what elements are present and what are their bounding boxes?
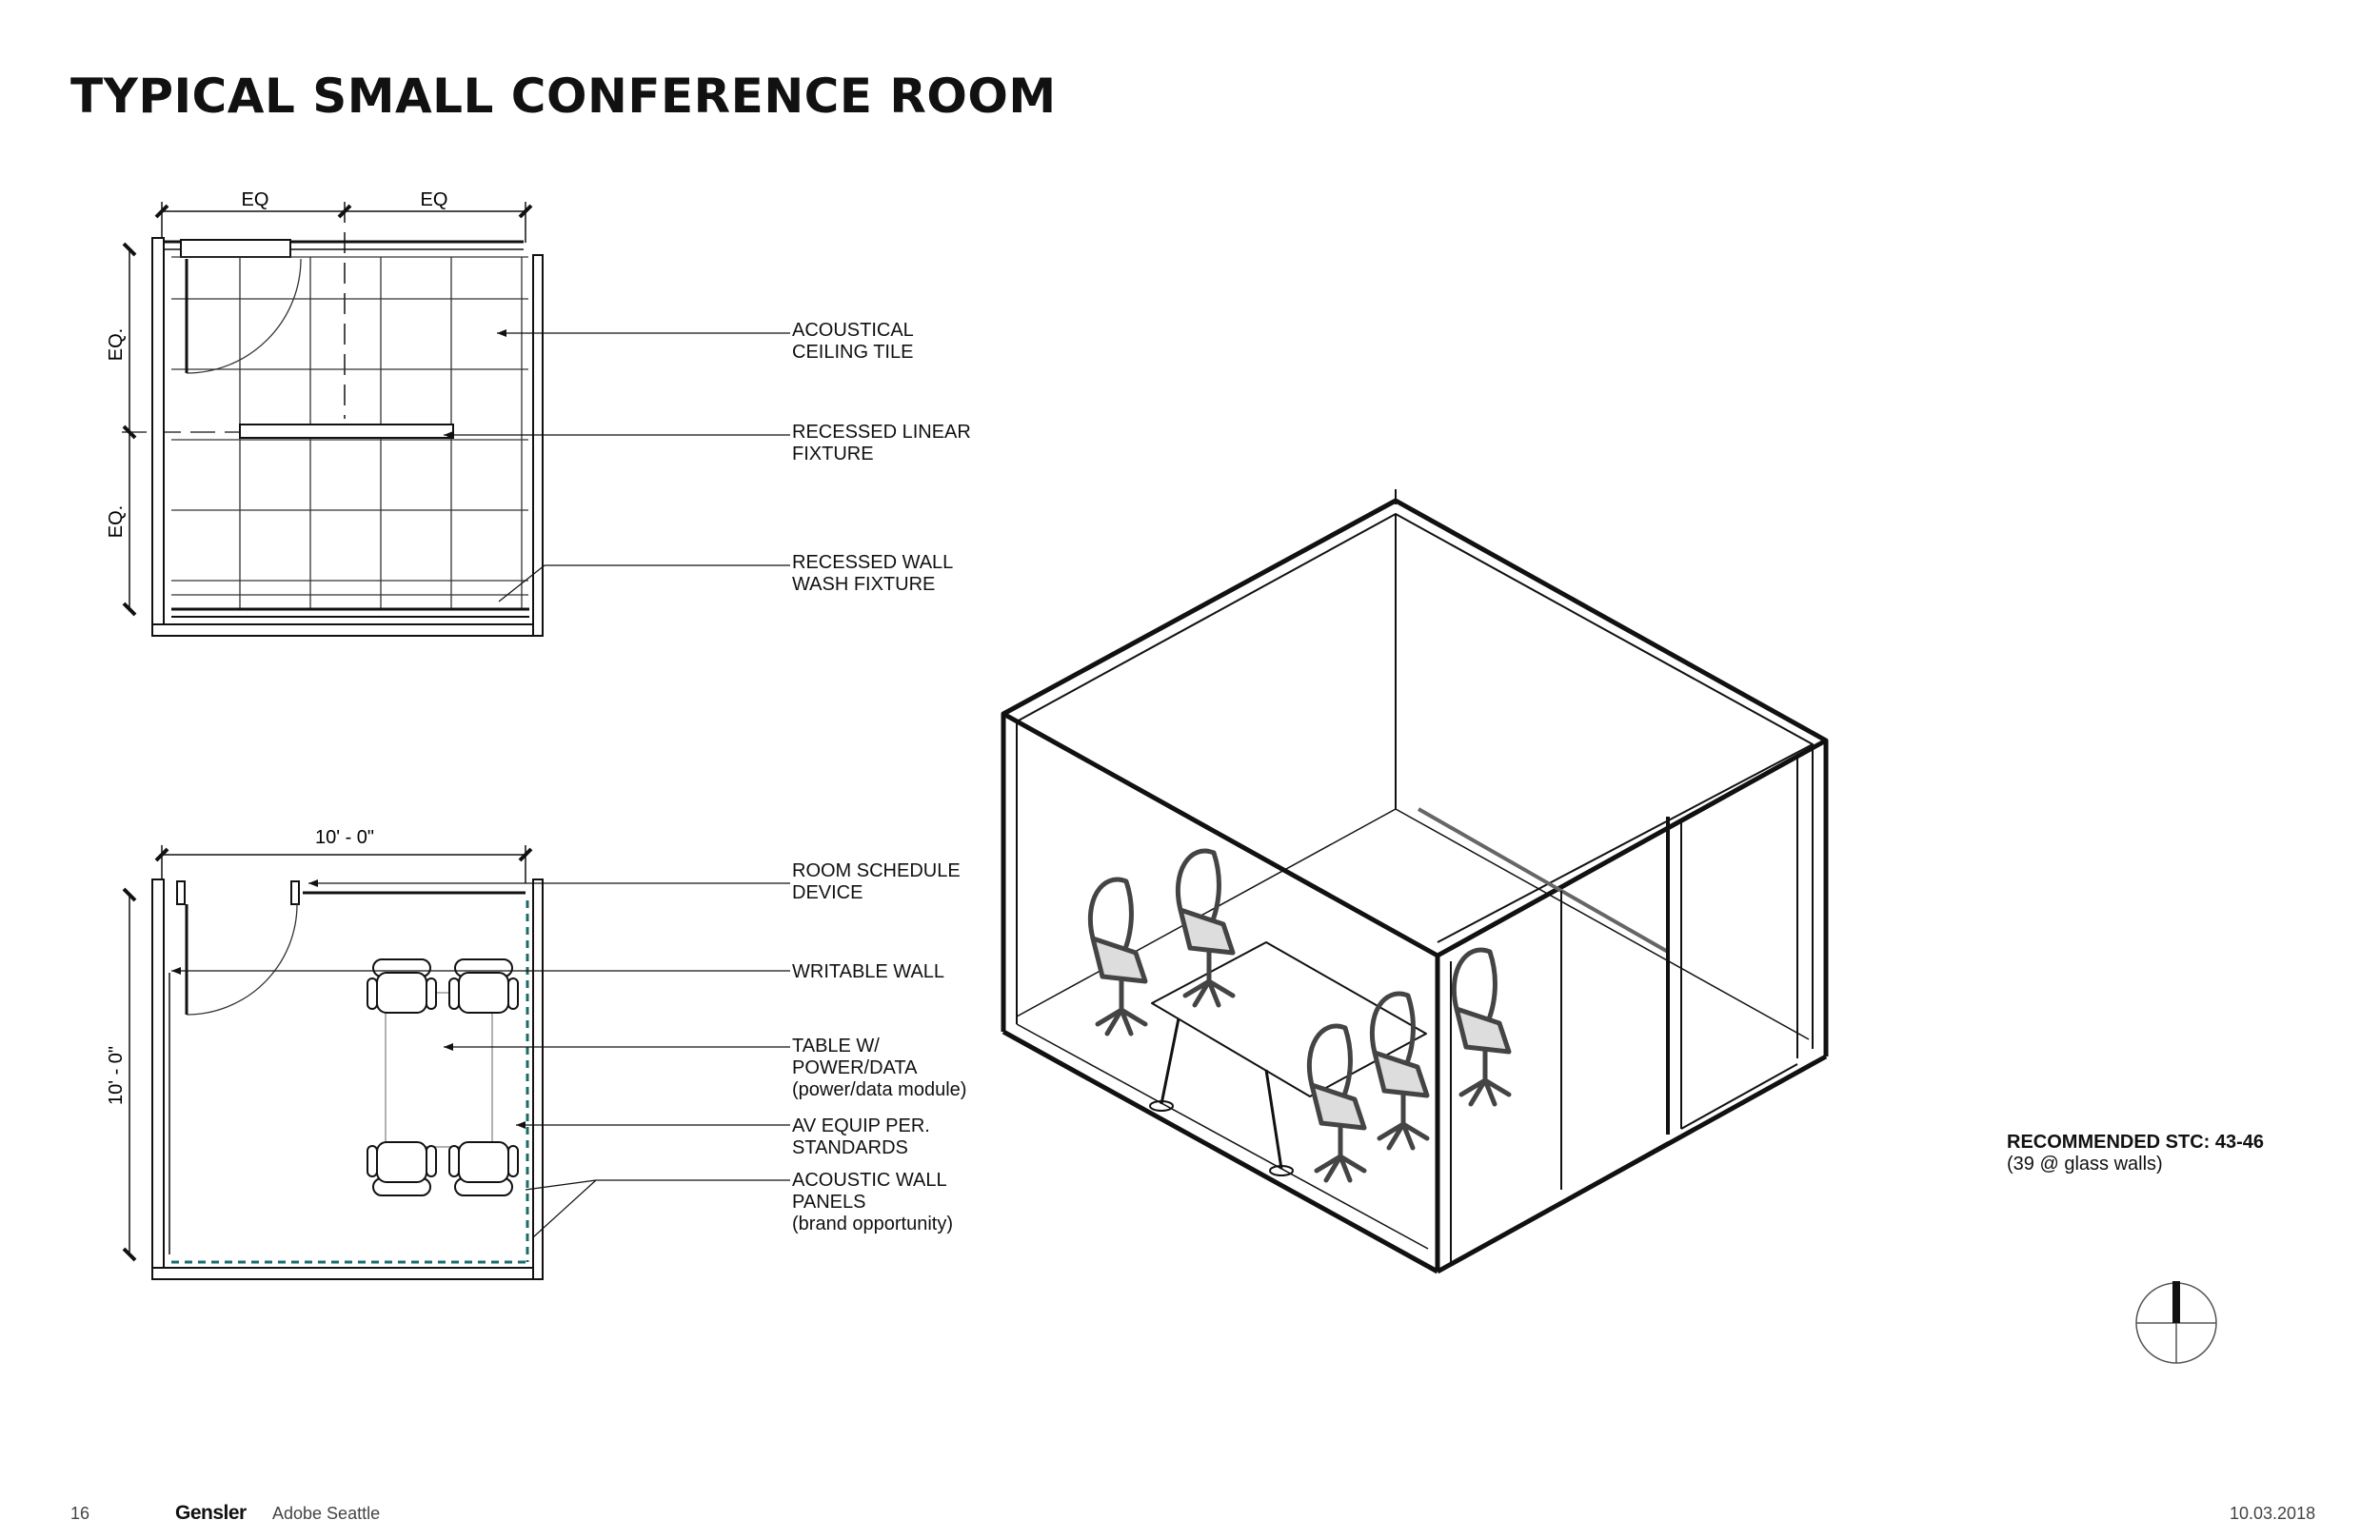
stc-title: RECOMMENDED STC: 43-46 bbox=[2007, 1132, 2265, 1153]
stc-note: (39 @ glass walls) bbox=[2007, 1154, 2163, 1175]
label-ceiling-tile: ACOUSTICAL CEILING TILE bbox=[792, 320, 914, 363]
ceiling-dim-side-bottom: EQ. bbox=[106, 504, 127, 539]
north-arrow-icon bbox=[2136, 1281, 2216, 1363]
label-wall-wash: RECESSED WALL WASH FIXTURE bbox=[792, 552, 954, 595]
label-room-schedule: ROOM SCHEDULE DEVICE bbox=[792, 860, 961, 903]
floor-dim-depth: 10' - 0" bbox=[106, 1045, 127, 1106]
floor-plan bbox=[124, 845, 790, 1279]
ceiling-dim-side-top: EQ. bbox=[106, 327, 127, 362]
ceiling-dim-top-left: EQ bbox=[241, 189, 269, 210]
label-linear-fixture: RECESSED LINEAR FIXTURE bbox=[792, 422, 971, 464]
page-number: 16 bbox=[70, 1504, 90, 1523]
isometric-room bbox=[1003, 489, 1826, 1272]
stc-block bbox=[2007, 1132, 2264, 1175]
brand-logo: Gensler bbox=[175, 1502, 247, 1524]
page-date: 10.03.2018 bbox=[2230, 1504, 2316, 1523]
page-title: TYPICAL SMALL CONFERENCE ROOM bbox=[70, 69, 1057, 124]
label-writable-wall: WRITABLE WALL bbox=[792, 961, 945, 982]
label-av-equip: AV EQUIP PER. STANDARDS bbox=[792, 1116, 930, 1158]
ceiling-dim-top-right: EQ bbox=[420, 189, 448, 210]
floor-dim-width: 10' - 0" bbox=[314, 827, 375, 848]
label-table: TABLE W/ POWER/DATA (power/data module) bbox=[792, 1036, 967, 1100]
ceiling-plan bbox=[122, 202, 790, 636]
project-name: Adobe Seattle bbox=[272, 1504, 381, 1523]
label-acoustic-panels: ACOUSTIC WALL PANELS (brand opportunity) bbox=[792, 1170, 953, 1234]
